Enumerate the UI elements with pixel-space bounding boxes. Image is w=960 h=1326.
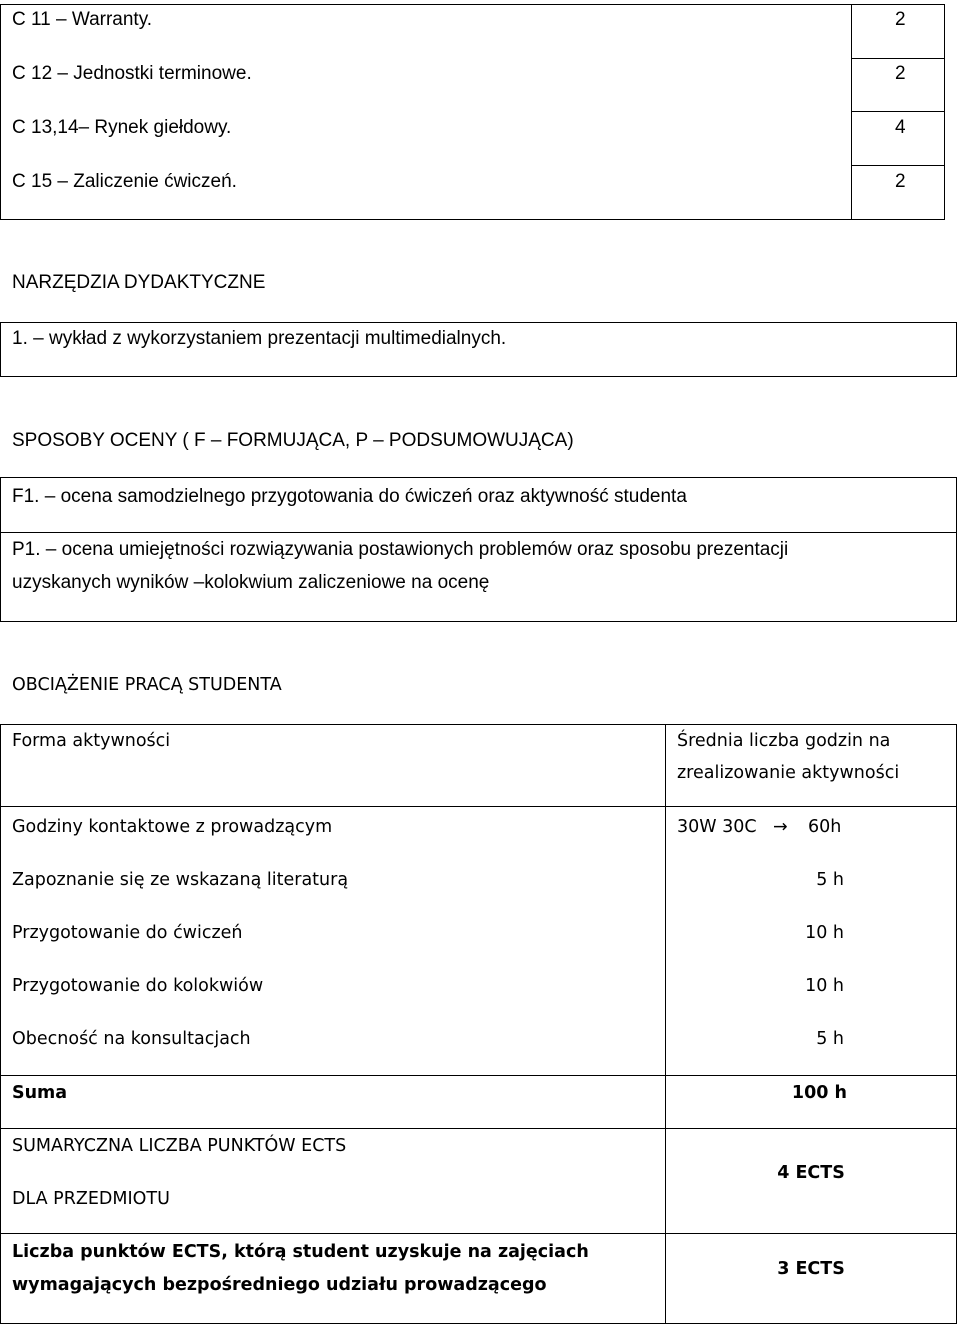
workload-row-label: Przygotowanie do ćwiczeń (12, 923, 243, 943)
workload-row-value: 10 h (805, 976, 844, 996)
topics-column-divider (851, 4, 852, 220)
workload-row-divider (0, 806, 957, 807)
topic-label: C 15 – Zaliczenie ćwiczeń. (12, 171, 237, 192)
ects-label-line2: DLA PRZEDMIOTU (12, 1189, 170, 1209)
workload-row-label: Zapoznanie się ze wskazaną literaturą (12, 870, 349, 890)
workload-row-divider (0, 1075, 957, 1076)
topic-label: C 13,14– Rynek giełdowy. (12, 117, 232, 138)
assessment-heading: SPOSOBY OCENY ( F – FORMUJĄCA, P – PODSUMOWUJĄCA) (12, 430, 574, 451)
assessment-divider (0, 532, 957, 533)
workload-column-divider (665, 724, 666, 1324)
ects-label-line1: SUMARYCZNA LICZBA PUNKTÓW ECTS (12, 1136, 347, 1156)
topic-hours: 2 (895, 9, 906, 30)
contact-ects-label-line2: wymagających bezpośredniego udziału prowadzącego (12, 1275, 547, 1295)
contact-ects-value: 3 ECTS (777, 1259, 845, 1279)
workload-row-label: Obecność na konsultacjach (12, 1029, 251, 1049)
tools-heading: NARZĘDZIA DYDAKTYCZNE (12, 272, 266, 293)
topic-hours: 2 (895, 63, 906, 84)
topic-label: C 11 – Warranty. (12, 9, 153, 30)
workload-table (0, 724, 957, 1324)
contact-hours-total: 60h (808, 817, 842, 837)
sum-value: 100 h (791, 1083, 847, 1103)
workload-row-divider (0, 1128, 957, 1129)
topic-hours: 2 (895, 171, 906, 192)
workload-heading: OBCIĄŻENIE PRACĄ STUDENTA (12, 675, 282, 695)
tools-item: 1. – wykład z wykorzystaniem prezentacji multimedialnych. (12, 328, 507, 349)
sum-label: Suma (12, 1083, 68, 1103)
arrow-right-icon: → (773, 817, 788, 837)
contact-hours-label: Godziny kontaktowe z prowadzącym (12, 817, 333, 837)
workload-row-label: Przygotowanie do kolokwiów (12, 976, 264, 996)
topic-label: C 12 – Jednostki terminowe. (12, 63, 252, 84)
workload-row-divider (0, 1233, 957, 1234)
ects-value: 4 ECTS (777, 1163, 845, 1183)
contact-ects-label-line1: Liczba punktów ECTS, którą student uzyskuje na zajęciach (12, 1242, 589, 1262)
workload-row-value: 10 h (805, 923, 844, 943)
workload-row-value: 5 h (816, 1029, 844, 1049)
topics-row-divider (851, 165, 945, 166)
assessment-p1-line2: uzyskanych wyników –kolokwium zaliczeniowe na ocenę (12, 572, 490, 593)
col-hours-header-line2: zrealizowanie aktywności (677, 763, 900, 783)
col-activity-header: Forma aktywności (12, 731, 171, 751)
topics-row-divider (851, 111, 945, 112)
col-hours-header-line1: Średnia liczba godzin na (677, 731, 891, 751)
topic-hours: 4 (895, 117, 906, 138)
assessment-p1-line1: P1. – ocena umiejętności rozwiązywania postawionych problemów oraz sposobu prezentacji (12, 539, 789, 560)
topics-row-divider (851, 58, 945, 59)
workload-row-value: 5 h (816, 870, 844, 890)
contact-hours-value: 30W 30C (677, 817, 757, 837)
assessment-f1: F1. – ocena samodzielnego przygotowania do ćwiczeń oraz aktywność studenta (12, 486, 687, 507)
